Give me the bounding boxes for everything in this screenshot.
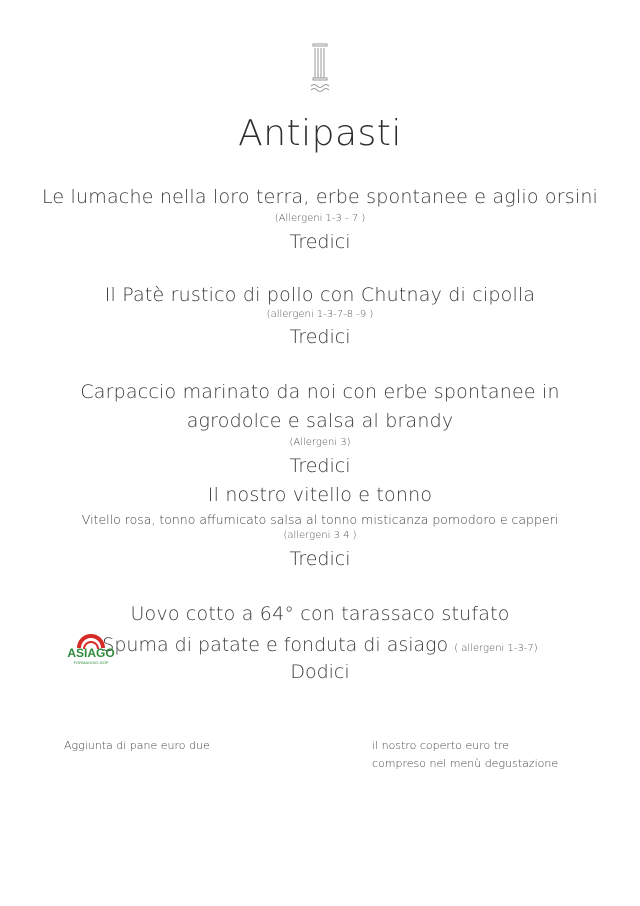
dish-price: Tredici <box>289 548 351 570</box>
dish-name: Il Patè rustico di pollo con Chutnay di cipolla <box>104 284 536 306</box>
dish-name-line1: Uovo cotto a 64° con tarassaco stufato <box>130 603 510 625</box>
dish-price: Tredici <box>289 231 351 253</box>
footer-bread-note: Aggiunta di pane euro due <box>64 739 210 752</box>
dish-name-line2: agrodolce e salsa al brandy <box>186 410 454 432</box>
footer-cover-note-line1: il nostro coperto euro tre <box>372 739 510 752</box>
footer-cover-note-line2: compreso nel menù degustazione <box>372 757 559 770</box>
asiago-logo-icon <box>66 626 116 666</box>
dish-price: Tredici <box>289 326 351 348</box>
dish-description: Vitello rosa, tonno affumicato salsa al tonno misticanza pomodoro e capperi <box>81 512 559 527</box>
asiago-subtitle: FORMAGGIO DOP <box>73 660 109 665</box>
dish-allergens: (allergeni 1-3-7-8 -9 ) <box>266 309 374 320</box>
dish-name: Le lumache nella loro terra, erbe spontanee e aglio orsini <box>41 186 599 208</box>
page-title: Antipasti <box>238 113 402 154</box>
dish-name-line2: Spuma di patate e fonduta di asiago <box>102 634 449 656</box>
dish-name-line1: Carpaccio marinato da noi con erbe spontanee in <box>80 381 560 403</box>
dish-price: Tredici <box>289 455 351 477</box>
dish-allergens: (allergeni 3 4 ) <box>283 530 357 541</box>
column-icon <box>303 42 337 94</box>
dish-name: Il nostro vitello e tonno <box>207 484 433 506</box>
dish-price: Dodici <box>290 661 350 683</box>
dish-allergens: ( allergeni 1-3-7) <box>454 643 538 654</box>
dish-allergens: (Allergeni 3) <box>289 437 351 448</box>
dish-allergens: (Allergeni 1-3 - 7 ) <box>274 213 366 224</box>
asiago-brand: ASIAGO <box>67 646 115 660</box>
